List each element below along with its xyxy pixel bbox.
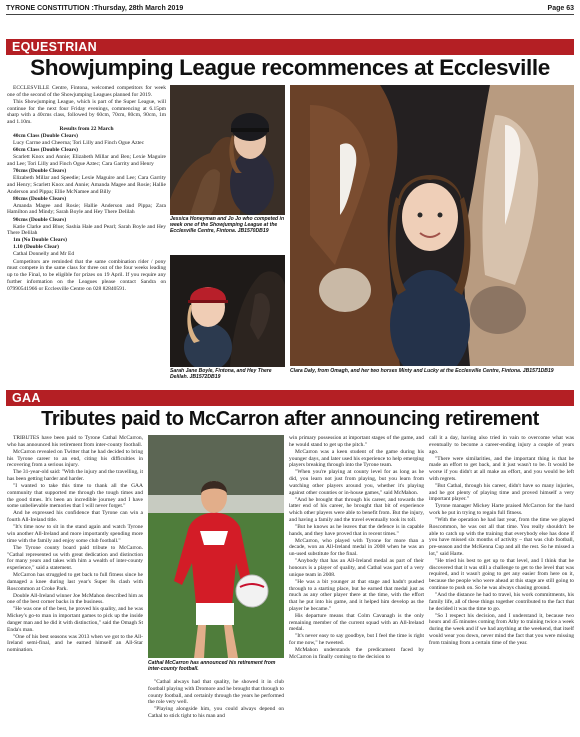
paragraph: "I wanted to take this time to thank all the GAA community that supported me through the tough times and the good times. It's been an incredible journey and I have some unbelievable memories that I will never forget." [7, 483, 143, 510]
photo-sarah-jane-boyle [170, 255, 285, 367]
paragraph: 70cms (Double Clears) [13, 168, 67, 175]
section-label: EQUESTRIAN [12, 40, 97, 54]
paragraph: "But Cathal, through his career, didn't have so many injuries, and he got plenty of playing time and proved himself a very important player." [429, 482, 574, 503]
headline-gaa: Tributes paid to McCarron after announcing retirement [41, 408, 539, 430]
paragraph: Results from 22 March [59, 126, 114, 133]
article-column-1 [7, 435, 143, 733]
paragraph: "It's time now to sit in the stand again and watch Tyrone win another All-Ireland and more importantly spending more time with the family and enjoy some club football." [7, 524, 143, 544]
paragraph: The Tyrone county board paid tribute to McCarron. "Cathal represented us with great dedication and distinction for many years and takes with him a wealth of inter-county experience," said a statement. [7, 544, 143, 572]
paragraph: win primary possession at important stages of the game, and he would stand to get up the pitch." [289, 435, 424, 448]
article-column-4 [429, 435, 574, 733]
paragraph: McCarron was a keen student of the game during his younger days, and later used his experience to help emerging players breaking through into the Tyrone team. [289, 448, 424, 469]
paragraph: McMahon understands the predicament faced by McCarron in finally coming to the decision to [289, 647, 424, 660]
photo-jessica-honeyman [170, 85, 285, 215]
page-header [6, 3, 574, 15]
caption-sarah-jane-boyle: Sarah Jane Boyle, Fintona, and Hey There Delilah. JB1572DB19 [170, 368, 272, 381]
paragraph: Scarlett Knox and Annie; Elizabeth Millar and Ben; Lexie Maguire and Lee; Tori Lilly and Finch Ogue Aztec; Cara Garrity and Henry [7, 154, 166, 168]
paragraph: Tyrone manager Mickey Harte praised McCarron for the hard work he put in trying to regain full fitness. [429, 503, 574, 517]
paragraph: 60cm Class (Double Clears) [13, 147, 78, 154]
paragraph: "It's never easy to say goodbye, but I feel the time is right for me now," he tweeted. [289, 633, 424, 647]
paragraph: Amanda Magee and Rosie; Hallie Anderson and Pippa; Zara Hamilton and Mindy; Sarah Boyle and Hey There Delilah [7, 202, 166, 216]
caption-jessica-honeyman: Jessica Honeyman and Jo Jo who competed in week one of the Showjumping League at the Ecclesville Centre, Fintona. JB1570DB19 [170, 216, 285, 235]
paragraph: call it a day, having also tried in vain to overcome what was eventually to become a career-ending injury a couple of years ago. [429, 435, 574, 455]
paragraph: "He was a bit younger at that stage and hadn't pushed through to a starting place, but he earned that medal just as much as any other player there at the time, with the effort that he put into his game, and it helped him develop as the player he became." [289, 578, 424, 612]
article-column-3 [289, 435, 424, 733]
paragraph: Elizabeth Millar and Speedie; Lexie Maguire and Lee; Cara Garrity and Henry; Scarlett Knox and Annie; Amanda Magee and Rosie; Hallie Anderson and Pippa; Ellie McNamee and Billy [7, 175, 166, 195]
paragraph: "He was one of the best, he proved his quality, and he was Mickey's go-to man in important games to pick up the inside danger man and he did it with distinction," said the Omagh St Enda's man. [7, 606, 143, 633]
paragraph: "With the operation he had last year, from the time we played Roscommon, he was out all that time. You really shouldn't be able to catch up with the training that everybody else has done if you have missed six months of activity – that was club football, pre-season and the McKenna Cup and all the rest. So he missed a lot," said Harte. [429, 517, 574, 557]
paragraph: His departure means that Colm Cavanagh is the only remaining member of the current squad with an All-Ireland medal. [289, 612, 424, 633]
paragraph: 80cms (Double Clears) [13, 195, 67, 202]
caption-cathal-mccarron: Cathal McCarron has announced his retirement from inter-county football. [148, 660, 276, 673]
paragraph: "Anybody that has an All-Ireland medal as part of their honours is a player of quality, and Cathal was part of a very unique team in 2008. [289, 558, 424, 578]
section-label: GAA [12, 391, 41, 405]
paragraph: "He tried his best to get up to that level, and I think that he discovered that it was still a challenge to get to the level that was required, and it wasn't going to get any easier from here on it, because the people who were ahead at this stage are still going to continue to push on. So he was always chasing ground. [429, 557, 574, 591]
paragraph: "Playing alongside him, you could always depend on Cathal to stick tight to his man and [148, 706, 284, 720]
paragraph: "And he brought that through his career, and towards the latter end of his career, he brought that bit of experience which other players were able to benefit from. But the injury, and having a family and the travel eventually took its toll. [289, 496, 424, 523]
paragraph: 90cms (Double Clears) [13, 216, 67, 223]
paragraph: Cathal Donnelly and Mr Ed [13, 251, 75, 258]
paragraph: 1.10 (Double Clear) [13, 244, 59, 251]
paragraph: "One of his best seasons was 2013 when we got to the All-Ireland semi-final, and he earned himself an All-Star nomination. [7, 633, 143, 654]
headline-equestrian: Showjumping League recommences at Ecclesville [30, 55, 550, 80]
masthead: TYRONE CONSTITUTION :Thursday, 28th March 2019 [6, 5, 184, 12]
paragraph: Double All-Ireland winner Joe McMahon described him as one of the best corner backs in the business. [7, 592, 143, 606]
paragraph: McCarron revealed on Twitter that he had decided to bring his Tyrone career to an end, citing his difficulties in recovering from a serious injury. [7, 448, 143, 469]
article-column-2 [148, 679, 284, 733]
paragraph: "But he knows as he leaves that the defence is in capable hands, and they have proved that in recent times." [289, 523, 424, 537]
paragraph: "So I respect his decision, and I understand it, because two hours and 45 minutes coming from Athy to training twice a week during the week and if we had anything at the weekend, that itself would wear you down, never mind the fact that you were missing from training from a certain time of the year. [429, 612, 574, 646]
paragraph: ECCLESVILLE Centre, Fintona, welcomed competitors for week one of the second of the Showjumping Leagues planned for 2019. [7, 85, 166, 98]
photo-clara-daly-horses [290, 85, 574, 366]
paragraph: Competitors are reminded that the same combination rider / pony must compete in the same class for three out of the four weeks leading up to the Final, to be eligible for prizes on 19 April. If you require any further information on the Leagues please contact Sandra on 07990541966 or Ecclesville Centre on 028 82840591. [7, 258, 166, 292]
paragraph: And he expressed his confidence that Tyrone can win a fourth All-Ireland title. [7, 510, 143, 524]
paragraph: TRIBUTES have been paid to Tyrone Cathal McCarron, who has announced his retirement from inter-county football. [7, 435, 143, 448]
article-column-equestrian [7, 85, 166, 391]
paragraph: "Cathal always had that quality, he showed it in club football playing with Dromore and he brought that through to county football, and certainly through the years he performed the role very well. [148, 679, 284, 706]
paragraph: This Showjumping League, which is part of the Super League, will continue for the next four Friday evenings, commencing at 6.15pm sharp with a 40cms class, followed by 60cm, 70cm, 80cm, 90cm, 1m and 1.10m. [7, 98, 166, 126]
paragraph: The 31-year-old said: "With the injury and the travelling, it has been getting harder and harder. [7, 469, 143, 483]
paragraph: "And the distance he had to travel, his work commitments, his family life, all of these things together contributed to the fact that he decided it was the time to go. [429, 592, 574, 612]
photo-cathal-mccarron [148, 435, 284, 658]
section-banner-gaa [6, 390, 574, 406]
paragraph: "There were similarities, and the important thing is that he made an effort to get back, and it just wasn't to be. It would be worse if you didn't at all make an effort, and you would be left with regrets. [429, 455, 574, 482]
paragraph: McCarron, who played with Tyrone for more than a decade, won an All-Ireland medal in 2008 when he was an un-used substitute for the final. [289, 537, 424, 558]
paragraph: McCarron has struggled to get back to full fitness since he damaged a knee during last year's Super 8s clash with Roscommon at Croke Park. [7, 572, 143, 592]
paragraph: 1m (No Double Clears) [13, 237, 67, 244]
paragraph: Katie Clarke and Blue; Sashia Hale and Pearl; Sarah Boyle and Hey There Delilah [7, 223, 166, 237]
paragraph: "When you're playing at county level for as long as he did, you learn not just from playing, but you learn from watching other players around you, whether it's playing against other counties or in-house games," said McMahon. [289, 469, 424, 496]
page-number: Page 63 [547, 5, 574, 12]
paragraph: 40cm Class (Double Clears) [13, 133, 78, 140]
caption-clara-daly: Clara Daly, from Omagh, and her two horses Minty and Lucky at the Ecclesville Centre, Fintona. JB1571DB19 [290, 368, 554, 374]
paragraph: Lucy Carrne and Cheerna; Tori Lilly and Finch Ogue Aztec [13, 140, 145, 147]
